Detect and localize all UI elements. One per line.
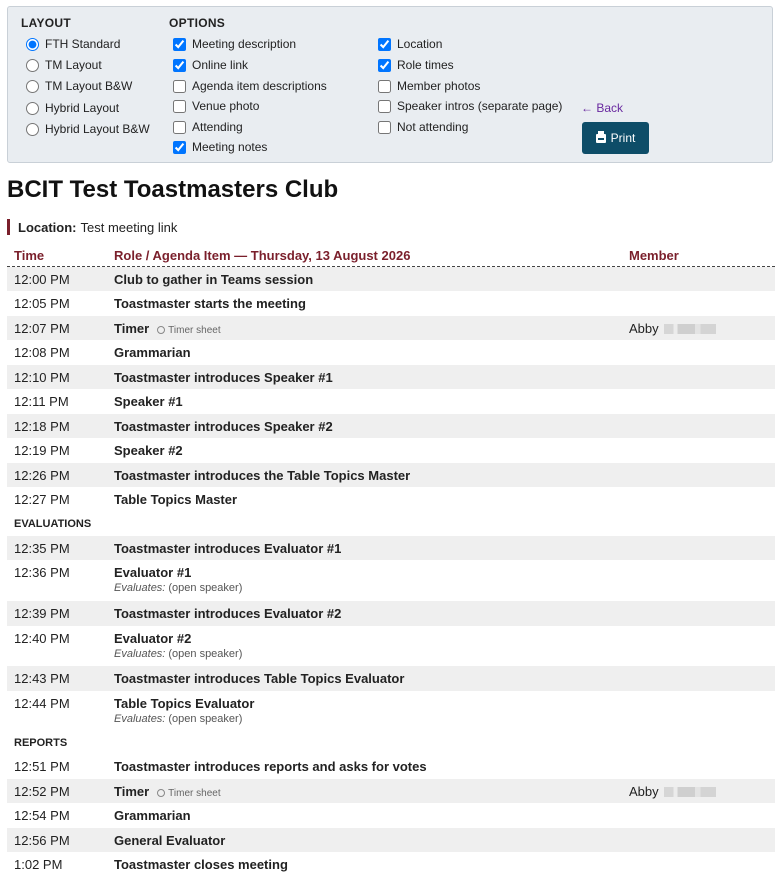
- row-time: 12:36 PM: [14, 565, 70, 580]
- section-header-evaluations: [7, 512, 775, 536]
- option-checkbox[interactable]: [173, 121, 186, 134]
- row-time: 12:11 PM: [14, 394, 69, 409]
- option-venue-photo[interactable]: [173, 97, 259, 115]
- role-text: Timer: [114, 784, 150, 799]
- option-role-times[interactable]: [378, 56, 454, 74]
- option-checkbox[interactable]: [378, 80, 391, 93]
- agenda-row: [7, 340, 775, 365]
- option-checkbox[interactable]: [378, 121, 391, 134]
- location-label: Location:: [18, 219, 77, 235]
- section-header-reports: [7, 731, 775, 754]
- row-role: Toastmaster introduces Speaker #1: [114, 370, 333, 385]
- header-role: Role / Agenda Item — Thursday, 13 August 2026: [114, 248, 411, 263]
- agenda-row: [7, 267, 775, 291]
- row-time: 12:52 PM: [14, 784, 70, 799]
- print-options-panel: [7, 6, 773, 163]
- row-time: 12:35 PM: [14, 541, 70, 556]
- agenda-row: [7, 389, 775, 414]
- location-value: Test meeting link: [80, 219, 178, 235]
- section-label: EVALUATIONS: [14, 518, 92, 530]
- option-checkbox[interactable]: [378, 59, 391, 72]
- layout-radio[interactable]: [26, 38, 39, 51]
- evaluates-note: [114, 648, 242, 660]
- options-heading: OPTIONS: [169, 16, 226, 30]
- evaluates-value: (open speaker): [168, 582, 243, 594]
- option-label: Not attending: [397, 120, 469, 134]
- layout-radio[interactable]: [26, 59, 39, 72]
- option-label: Online link: [192, 58, 249, 72]
- row-role: Toastmaster introduces reports and asks for votes: [114, 759, 427, 774]
- agenda-row: [7, 463, 775, 487]
- option-speaker-intros[interactable]: [378, 97, 562, 115]
- row-time: 12:07 PM: [14, 321, 70, 336]
- agenda-row: [7, 803, 775, 828]
- layout-option-hybrid[interactable]: [26, 99, 119, 117]
- layout-option-fth-standard[interactable]: [26, 35, 120, 53]
- row-role: Table Topics Evaluator: [114, 696, 255, 711]
- timer-sheet-link[interactable]: Timer sheet: [157, 788, 220, 799]
- row-time: 12:10 PM: [14, 370, 70, 385]
- option-label: Attending: [192, 120, 243, 134]
- layout-label: Hybrid Layout B&W: [45, 122, 150, 136]
- row-time: 12:56 PM: [14, 833, 70, 848]
- row-role: Grammarian: [114, 808, 191, 823]
- member-name: Abby: [629, 784, 659, 799]
- page-title: BCIT Test Toastmasters Club: [7, 176, 339, 203]
- agenda-row: [7, 560, 775, 601]
- role-text: Timer: [114, 321, 150, 336]
- evaluates-label: Evaluates:: [114, 713, 166, 725]
- layout-option-tm-layout[interactable]: [26, 56, 102, 74]
- option-label: Speaker intros (separate page): [397, 99, 563, 113]
- layout-radio[interactable]: [26, 123, 39, 136]
- agenda-row: [7, 828, 775, 852]
- row-role: Grammarian: [114, 345, 191, 360]
- row-time: 12:51 PM: [14, 759, 70, 774]
- option-label: Location: [397, 37, 443, 51]
- option-checkbox[interactable]: [173, 59, 186, 72]
- row-role: General Evaluator: [114, 833, 226, 848]
- agenda-header: [7, 245, 775, 267]
- layout-label: FTH Standard: [45, 37, 121, 51]
- option-member-photos[interactable]: [378, 77, 480, 95]
- layout-label: Hybrid Layout: [45, 101, 120, 115]
- row-role: Toastmaster introduces the Table Topics Master: [114, 468, 411, 483]
- row-role: Toastmaster closes meeting: [114, 857, 288, 872]
- timer-sheet-link[interactable]: Timer sheet: [157, 325, 220, 336]
- row-time: 12:19 PM: [14, 443, 70, 458]
- agenda-row: [7, 754, 775, 779]
- agenda-row: [7, 779, 775, 803]
- evaluates-note: [114, 713, 242, 725]
- evaluates-label: Evaluates:: [114, 648, 166, 660]
- blurred-surname: [664, 787, 716, 797]
- row-role: Toastmaster starts the meeting: [114, 296, 306, 311]
- agenda-row: [7, 438, 775, 463]
- agenda-row: [7, 666, 775, 691]
- agenda-row: [7, 626, 775, 666]
- option-agenda-item-descriptions[interactable]: [173, 77, 327, 95]
- row-time: 12:05 PM: [14, 296, 70, 311]
- layout-label: TM Layout B&W: [45, 79, 133, 93]
- printer-icon: [596, 134, 606, 143]
- row-role: Club to gather in Teams session: [114, 272, 314, 287]
- option-label: Agenda item descriptions: [192, 79, 327, 93]
- option-checkbox[interactable]: [173, 80, 186, 93]
- row-time: 12:54 PM: [14, 808, 70, 823]
- location-line: [7, 219, 177, 235]
- evaluates-label: Evaluates:: [114, 582, 166, 594]
- evaluates-value: (open speaker): [168, 713, 243, 725]
- option-meeting-notes[interactable]: [173, 138, 267, 156]
- option-checkbox[interactable]: [173, 38, 186, 51]
- print-button[interactable]: [582, 122, 649, 154]
- option-checkbox[interactable]: [378, 100, 391, 113]
- row-time: 12:08 PM: [14, 345, 70, 360]
- row-time: 1:02 PM: [14, 857, 63, 872]
- header-time: Time: [14, 248, 45, 263]
- agenda-row: [7, 536, 775, 560]
- option-checkbox[interactable]: [173, 100, 186, 113]
- row-time: 12:43 PM: [14, 671, 70, 686]
- option-label: Member photos: [397, 79, 481, 93]
- layout-label: TM Layout: [45, 58, 102, 72]
- layout-heading: LAYOUT: [21, 16, 72, 30]
- evaluates-value: (open speaker): [168, 648, 243, 660]
- agenda-row: [7, 316, 775, 340]
- row-role: Table Topics Master: [114, 492, 238, 507]
- row-role: Toastmaster introduces Evaluator #1: [114, 541, 342, 556]
- option-online-link[interactable]: [173, 56, 248, 74]
- row-time: 12:00 PM: [14, 272, 70, 287]
- layout-option-tm-layout-bw[interactable]: [26, 77, 132, 95]
- agenda-row: [7, 487, 775, 512]
- row-member: [629, 784, 716, 799]
- blurred-surname: [664, 324, 716, 334]
- agenda-table: [7, 245, 775, 877]
- agenda-row: [7, 365, 775, 389]
- option-label: Venue photo: [192, 99, 260, 113]
- option-label: Role times: [397, 58, 454, 72]
- row-role: Toastmaster introduces Evaluator #2: [114, 606, 342, 621]
- section-label: REPORTS: [14, 737, 68, 749]
- layout-radio[interactable]: [26, 102, 39, 115]
- agenda-row: [7, 601, 775, 626]
- row-time: 12:27 PM: [14, 492, 70, 507]
- row-member: [629, 321, 716, 336]
- option-attending[interactable]: [173, 118, 243, 136]
- header-member: Member: [629, 248, 679, 263]
- row-role: Speaker #2: [114, 443, 183, 458]
- option-checkbox[interactable]: [173, 141, 186, 154]
- option-location[interactable]: [378, 35, 442, 53]
- row-time: 12:18 PM: [14, 419, 70, 434]
- layout-radio[interactable]: [26, 80, 39, 93]
- row-time: 12:40 PM: [14, 631, 70, 646]
- agenda-row: [7, 414, 775, 438]
- print-label: Print: [610, 131, 636, 145]
- agenda-row: [7, 691, 775, 731]
- agenda-row: [7, 291, 775, 316]
- option-not-attending[interactable]: [378, 118, 468, 136]
- option-checkbox[interactable]: [378, 38, 391, 51]
- row-role: Toastmaster introduces Table Topics Evaluator: [114, 671, 405, 686]
- back-link[interactable]: ← Back: [581, 101, 624, 115]
- row-time: 12:26 PM: [14, 468, 70, 483]
- row-role: Evaluator #2: [114, 631, 192, 646]
- row-role: Speaker #1: [114, 394, 183, 409]
- layout-option-hybrid-bw[interactable]: [26, 120, 150, 138]
- evaluates-note: [114, 582, 242, 594]
- row-role: [114, 784, 221, 799]
- row-role: Toastmaster introduces Speaker #2: [114, 419, 333, 434]
- member-name: Abby: [629, 321, 659, 336]
- row-role: [114, 321, 221, 336]
- agenda-row: [7, 852, 775, 877]
- row-time: 12:44 PM: [14, 696, 70, 711]
- row-time: 12:39 PM: [14, 606, 70, 621]
- option-label: Meeting description: [192, 37, 297, 51]
- option-meeting-description[interactable]: [173, 35, 296, 53]
- option-label: Meeting notes: [192, 140, 268, 154]
- row-role: Evaluator #1: [114, 565, 192, 580]
